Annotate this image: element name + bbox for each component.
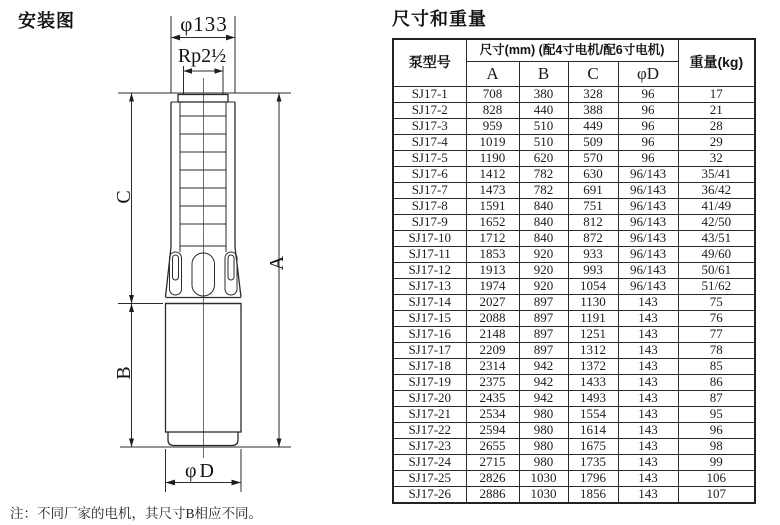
col-header-d: φD xyxy=(618,61,678,86)
model-cell: SJ17-25 xyxy=(393,470,466,486)
table-row xyxy=(393,470,755,486)
value-cell: 96/143 xyxy=(618,246,678,262)
value-cell: 840 xyxy=(519,214,568,230)
value-cell: 1493 xyxy=(568,390,618,406)
model-cell: SJ17-13 xyxy=(393,278,466,294)
table-row xyxy=(393,374,755,390)
value-cell: 96 xyxy=(618,86,678,102)
value-cell: 1473 xyxy=(466,182,519,198)
model-cell: SJ17-17 xyxy=(393,342,466,358)
model-cell: SJ17-10 xyxy=(393,230,466,246)
model-cell: SJ17-7 xyxy=(393,182,466,198)
value-cell: 2594 xyxy=(466,422,519,438)
model-cell: SJ17-4 xyxy=(393,134,466,150)
value-cell: 143 xyxy=(618,294,678,310)
value-cell: 21 xyxy=(678,102,755,118)
value-cell: 143 xyxy=(618,358,678,374)
value-cell: 1372 xyxy=(568,358,618,374)
value-cell: 96 xyxy=(618,150,678,166)
value-cell: 143 xyxy=(618,422,678,438)
table-row xyxy=(393,438,755,454)
value-cell: 96 xyxy=(678,422,755,438)
value-cell: 36/42 xyxy=(678,182,755,198)
value-cell: 2435 xyxy=(466,390,519,406)
value-cell: 782 xyxy=(519,182,568,198)
table-row xyxy=(393,246,755,262)
value-cell: 29 xyxy=(678,134,755,150)
value-cell: 107 xyxy=(678,486,755,503)
table-row xyxy=(393,134,755,150)
value-cell: 96/143 xyxy=(618,262,678,278)
value-cell: 49/60 xyxy=(678,246,755,262)
col-header-a: A xyxy=(466,61,519,86)
table-row xyxy=(393,278,755,294)
value-cell: 897 xyxy=(519,326,568,342)
value-cell: 1735 xyxy=(568,454,618,470)
model-cell: SJ17-16 xyxy=(393,326,466,342)
value-cell: 2715 xyxy=(466,454,519,470)
value-cell: 2148 xyxy=(466,326,519,342)
model-cell: SJ17-26 xyxy=(393,486,466,503)
value-cell: 143 xyxy=(618,390,678,406)
value-cell: 942 xyxy=(519,358,568,374)
model-cell: SJ17-21 xyxy=(393,406,466,422)
value-cell: 1652 xyxy=(466,214,519,230)
value-cell: 1913 xyxy=(466,262,519,278)
value-cell: 1030 xyxy=(519,470,568,486)
value-cell: 812 xyxy=(568,214,618,230)
value-cell: 96 xyxy=(618,118,678,134)
value-cell: 96/143 xyxy=(618,230,678,246)
value-cell: 143 xyxy=(618,470,678,486)
value-cell: 1412 xyxy=(466,166,519,182)
value-cell: 782 xyxy=(519,166,568,182)
value-cell: 96/143 xyxy=(618,278,678,294)
value-cell: 980 xyxy=(519,406,568,422)
thread-dimension xyxy=(178,45,226,94)
model-cell: SJ17-8 xyxy=(393,198,466,214)
value-cell: 872 xyxy=(568,230,618,246)
value-cell: 143 xyxy=(618,438,678,454)
value-cell: 840 xyxy=(519,230,568,246)
value-cell: 708 xyxy=(466,86,519,102)
value-cell: 2027 xyxy=(466,294,519,310)
model-cell: SJ17-2 xyxy=(393,102,466,118)
value-cell: 32 xyxy=(678,150,755,166)
table-row xyxy=(393,230,755,246)
model-cell: SJ17-19 xyxy=(393,374,466,390)
value-cell: 1190 xyxy=(466,150,519,166)
value-cell: 2375 xyxy=(466,374,519,390)
value-cell: 897 xyxy=(519,294,568,310)
dimension-weight-title: 尺寸和重量 xyxy=(392,9,487,29)
value-cell: 96 xyxy=(618,102,678,118)
model-cell: SJ17-24 xyxy=(393,454,466,470)
model-cell: SJ17-23 xyxy=(393,438,466,454)
model-cell: SJ17-1 xyxy=(393,86,466,102)
model-cell: SJ17-20 xyxy=(393,390,466,406)
value-cell: 510 xyxy=(519,118,568,134)
spec-table xyxy=(392,38,756,504)
installation-diagram-title: 安装图 xyxy=(18,11,75,31)
value-cell: 50/61 xyxy=(678,262,755,278)
model-cell: SJ17-3 xyxy=(393,118,466,134)
value-cell: 1554 xyxy=(568,406,618,422)
value-cell: 98 xyxy=(678,438,755,454)
value-cell: 86 xyxy=(678,374,755,390)
dimension-c xyxy=(113,93,163,304)
value-cell: 35/41 xyxy=(678,166,755,182)
value-cell: 1191 xyxy=(568,310,618,326)
value-cell: 380 xyxy=(519,86,568,102)
table-row xyxy=(393,86,755,102)
col-header-b: B xyxy=(519,61,568,86)
value-cell: 440 xyxy=(519,102,568,118)
value-cell: 570 xyxy=(568,150,618,166)
col-header-weight: 重量(kg) xyxy=(678,39,755,86)
value-cell: 2826 xyxy=(466,470,519,486)
table-row xyxy=(393,358,755,374)
table-row xyxy=(393,182,755,198)
value-cell: 51/62 xyxy=(678,278,755,294)
model-cell: SJ17-18 xyxy=(393,358,466,374)
value-cell: 143 xyxy=(618,486,678,503)
value-cell: 96/143 xyxy=(618,166,678,182)
value-cell: 920 xyxy=(519,246,568,262)
dim-a-label: A xyxy=(266,255,288,271)
value-cell: 1853 xyxy=(466,246,519,262)
table-row xyxy=(393,310,755,326)
model-cell: SJ17-15 xyxy=(393,310,466,326)
value-cell: 1712 xyxy=(466,230,519,246)
value-cell: 1796 xyxy=(568,470,618,486)
table-row xyxy=(393,118,755,134)
value-cell: 41/49 xyxy=(678,198,755,214)
value-cell: 1054 xyxy=(568,278,618,294)
value-cell: 1614 xyxy=(568,422,618,438)
table-row xyxy=(393,150,755,166)
value-cell: 85 xyxy=(678,358,755,374)
value-cell: 1130 xyxy=(568,294,618,310)
value-cell: 28 xyxy=(678,118,755,134)
value-cell: 1030 xyxy=(519,486,568,503)
table-row xyxy=(393,214,755,230)
model-cell: SJ17-11 xyxy=(393,246,466,262)
value-cell: 840 xyxy=(519,198,568,214)
value-cell: 933 xyxy=(568,246,618,262)
model-cell: SJ17-9 xyxy=(393,214,466,230)
value-cell: 1591 xyxy=(466,198,519,214)
dim-c-label: C xyxy=(113,190,135,204)
col-header-model: 泵型号 xyxy=(393,39,466,86)
value-cell: 143 xyxy=(618,342,678,358)
value-cell: 1251 xyxy=(568,326,618,342)
col-header-c: C xyxy=(568,61,618,86)
value-cell: 1019 xyxy=(466,134,519,150)
value-cell: 980 xyxy=(519,422,568,438)
value-cell: 96/143 xyxy=(618,214,678,230)
value-cell: 1433 xyxy=(568,374,618,390)
table-row xyxy=(393,294,755,310)
value-cell: 143 xyxy=(618,406,678,422)
value-cell: 106 xyxy=(678,470,755,486)
table-row xyxy=(393,198,755,214)
value-cell: 17 xyxy=(678,86,755,102)
dimension-weight-table xyxy=(392,38,756,504)
value-cell: 980 xyxy=(519,438,568,454)
value-cell: 1312 xyxy=(568,342,618,358)
table-row xyxy=(393,422,755,438)
value-cell: 897 xyxy=(519,342,568,358)
value-cell: 328 xyxy=(568,86,618,102)
value-cell: 77 xyxy=(678,326,755,342)
value-cell: 630 xyxy=(568,166,618,182)
value-cell: 2534 xyxy=(466,406,519,422)
model-cell: SJ17-12 xyxy=(393,262,466,278)
table-row xyxy=(393,326,755,342)
model-cell: SJ17-5 xyxy=(393,150,466,166)
dimension-a xyxy=(266,93,288,447)
table-row xyxy=(393,390,755,406)
dim-b-label: B xyxy=(113,366,135,380)
value-cell: 993 xyxy=(568,262,618,278)
value-cell: 828 xyxy=(466,102,519,118)
value-cell: 509 xyxy=(568,134,618,150)
dimension-b xyxy=(113,304,135,448)
value-cell: 942 xyxy=(519,390,568,406)
thread-label: Rp2½ xyxy=(177,45,227,67)
value-cell: 920 xyxy=(519,262,568,278)
table-row xyxy=(393,486,755,503)
value-cell: 897 xyxy=(519,310,568,326)
table-row xyxy=(393,102,755,118)
table-row xyxy=(393,342,755,358)
value-cell: 920 xyxy=(519,278,568,294)
value-cell: 751 xyxy=(568,198,618,214)
top-diameter-label: φ133 xyxy=(180,12,228,36)
value-cell: 2314 xyxy=(466,358,519,374)
value-cell: 43/51 xyxy=(678,230,755,246)
value-cell: 78 xyxy=(678,342,755,358)
value-cell: 388 xyxy=(568,102,618,118)
value-cell: 143 xyxy=(618,454,678,470)
model-cell: SJ17-14 xyxy=(393,294,466,310)
value-cell: 620 xyxy=(519,150,568,166)
model-cell: SJ17-6 xyxy=(393,166,466,182)
value-cell: 2088 xyxy=(466,310,519,326)
value-cell: 42/50 xyxy=(678,214,755,230)
table-row xyxy=(393,454,755,470)
value-cell: 143 xyxy=(618,326,678,342)
table-row xyxy=(393,406,755,422)
value-cell: 96 xyxy=(618,134,678,150)
value-cell: 691 xyxy=(568,182,618,198)
value-cell: 1856 xyxy=(568,486,618,503)
table-row xyxy=(393,262,755,278)
value-cell: 96/143 xyxy=(618,198,678,214)
value-cell: 2886 xyxy=(466,486,519,503)
col-header-size-group: 尺寸(mm) (配4寸电机/配6寸电机) xyxy=(466,39,678,61)
bottom-diameter-label: φD xyxy=(185,460,217,482)
value-cell: 1675 xyxy=(568,438,618,454)
model-cell: SJ17-22 xyxy=(393,422,466,438)
value-cell: 1974 xyxy=(466,278,519,294)
footnote: 注：不同厂家的电机，其尺寸B相应不同。 xyxy=(10,506,263,521)
value-cell: 76 xyxy=(678,310,755,326)
value-cell: 95 xyxy=(678,406,755,422)
value-cell: 959 xyxy=(466,118,519,134)
value-cell: 449 xyxy=(568,118,618,134)
table-row xyxy=(393,166,755,182)
value-cell: 2655 xyxy=(466,438,519,454)
value-cell: 96/143 xyxy=(618,182,678,198)
value-cell: 99 xyxy=(678,454,755,470)
value-cell: 75 xyxy=(678,294,755,310)
value-cell: 143 xyxy=(618,310,678,326)
value-cell: 87 xyxy=(678,390,755,406)
value-cell: 2209 xyxy=(466,342,519,358)
value-cell: 143 xyxy=(618,374,678,390)
value-cell: 980 xyxy=(519,454,568,470)
value-cell: 510 xyxy=(519,134,568,150)
value-cell: 942 xyxy=(519,374,568,390)
